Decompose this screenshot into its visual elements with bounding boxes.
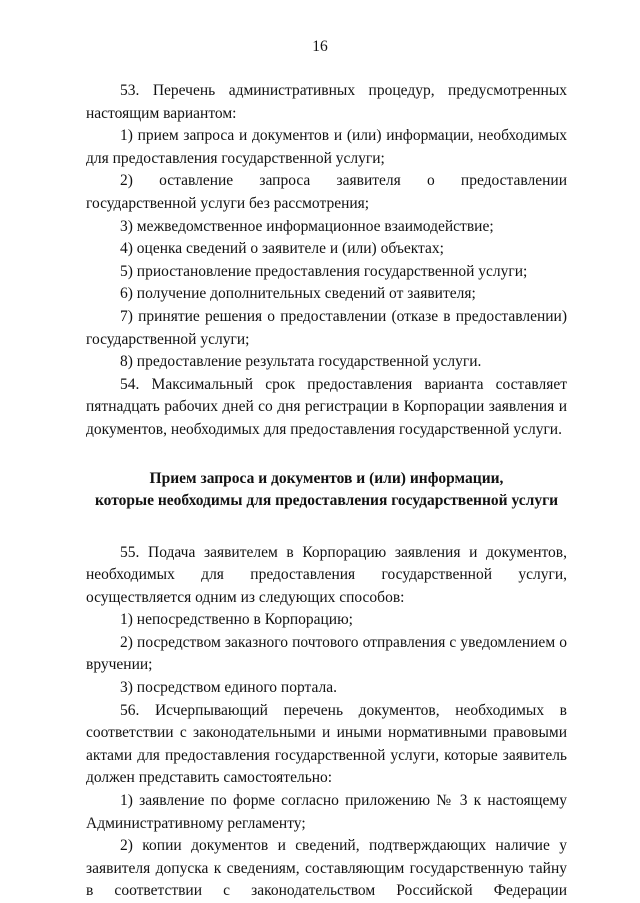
list-item-56-1: 1) заявление по форме согласно приложению № 3 к настоящему Административному регламенту; bbox=[86, 792, 567, 832]
list-item-56-2: 2) копии документов и сведений, подтверждающих наличие у заявителя допуска к сведениям, составляющим государственную тайну в соответствии с законодательством Российской Федерации bbox=[86, 837, 567, 900]
paragraph-53: 53. Перечень административных процедур, предусмотренных настоящим вариантом: bbox=[86, 82, 567, 122]
list-item-55-2: 2) посредством заказного почтового отправления с уведомлением о вручении; bbox=[86, 633, 567, 674]
list-item-53-4: 4) оценка сведений о заявителе и (или) объектах; bbox=[120, 240, 444, 258]
paragraph-54: 54. Максимальный срок предоставления варианта составляет пятнадцать рабочих дней со дня регистрации в Корпорации заявления и документов, необходимых для предоставления государственной услуги. bbox=[86, 375, 567, 438]
list-item-53-1: 1) прием запроса и документов и (или) информации, необходимых для предоставления государственной услуги; bbox=[86, 127, 567, 167]
document-body bbox=[86, 80, 567, 903]
list-item-53-5: 5) приостановление предоставления государственной услуги; bbox=[120, 262, 528, 280]
section-heading-line-1: Прием запроса и документов и (или) информации, bbox=[149, 469, 504, 487]
list-item-53-6: 6) получение дополнительных сведений от заявителя; bbox=[120, 285, 476, 303]
page-number: 16 bbox=[312, 38, 328, 55]
list-item-53-2: 2) оставление запроса заявителя о предоставлении государственной услуги без рассмотрения; bbox=[86, 172, 567, 212]
list-item-55-3: 3) посредством единого портала. bbox=[120, 679, 337, 697]
section-heading bbox=[86, 468, 567, 512]
list-item-53-8: 8) предоставление результата государственной услуги. bbox=[120, 353, 482, 371]
paragraph-56: 56. Исчерпывающий перечень документов, необходимых в соответствии с законодательными и иными нормативными правовыми актами для предоставления государственной услуги, которые заявитель должен представить самостоятельно: bbox=[86, 701, 567, 787]
paragraph-55: 55. Подача заявителем в Корпорацию заявления и документов, необходимых для предоставления государственной услуги, осуществляется одним из следующих способов: bbox=[86, 543, 567, 606]
list-item-53-7: 7) принятие решения о предоставлении (отказе в предоставлении) государственной услуги; bbox=[86, 307, 567, 348]
list-item-55-1: 1) непосредственно в Корпорацию; bbox=[120, 611, 353, 629]
section-heading-line-2: которые необходимы для предоставления государственной услуги bbox=[94, 491, 559, 509]
list-item-53-3: 3) межведомственное информационное взаимодействие; bbox=[120, 217, 494, 235]
